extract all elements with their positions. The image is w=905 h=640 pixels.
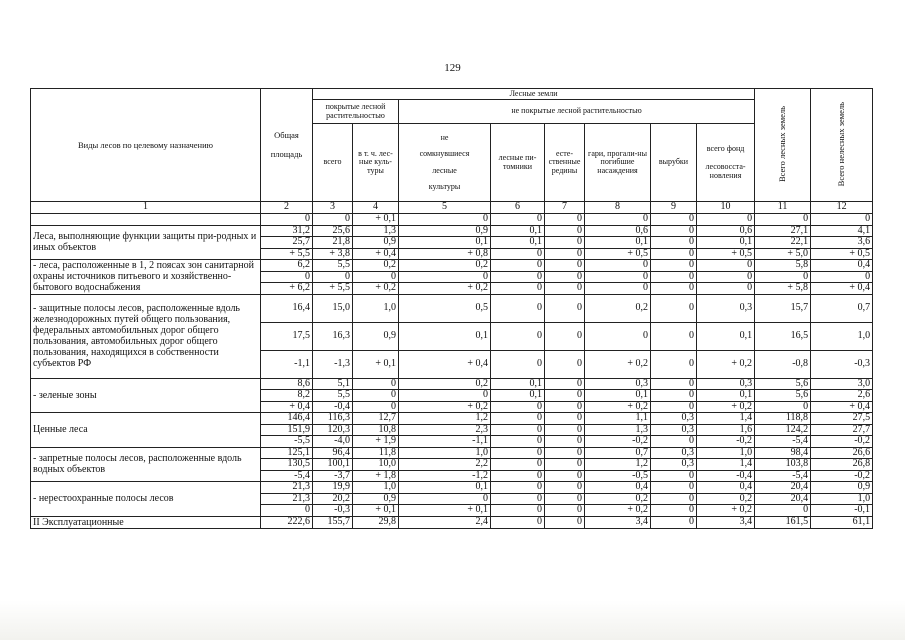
cell-value: 0 [491,248,545,260]
cell-value: 0 [697,283,755,295]
cell-value: 0 [545,294,585,322]
cell-value: 0 [545,401,585,413]
cell-value: 20,4 [755,493,811,505]
cell-value: 0 [755,401,811,413]
cell-value: + 5,5 [313,283,353,295]
cell-value: 15,7 [755,294,811,322]
cell-value: -0,2 [585,436,651,448]
cell-value: -0,3 [313,505,353,517]
cell-value: 0,6 [585,225,651,237]
cell-value: 0,2 [399,260,491,272]
row-label: - леса, расположенные в 1, 2 поясах зон санитарной охраны источников питьевого и хозяйственно-бытового водоснабжения [31,260,261,295]
row-label: - защитные полосы лесов, расположенные вдоль железнодорожных путей общего пользования, федеральных автомобильных дорог общего пользования, автомобильных дорог общего пользования, находящихся в собственности субъектов РФ [31,294,261,378]
row-label: Леса, выполняющие функции защиты при-родных и иных объектов [31,225,261,260]
cell-value: 0 [697,271,755,283]
header-reforest: всего фонд лесовосста-новления [697,124,755,202]
cell-value: 0 [651,237,697,249]
cell-value: 0,1 [491,390,545,402]
cell-value: 10,8 [353,424,399,436]
cell-value: 0 [353,271,399,283]
cell-value: 1,4 [697,459,755,471]
cell-value: 0 [491,283,545,295]
cell-value: 0 [651,350,697,378]
cell-value: 25,6 [313,225,353,237]
cell-value: 0 [491,294,545,322]
cell-value: 0 [545,436,585,448]
cell-value: 0 [545,505,585,517]
cell-value: 17,5 [261,322,313,350]
cell-value: 124,2 [755,424,811,436]
cell-value: 0,9 [399,225,491,237]
cell-value: 26,8 [811,459,873,471]
cell-value: 0 [545,350,585,378]
cell-value: 0,2 [399,378,491,390]
cell-value: + 0,5 [697,248,755,260]
cell-value: 3,6 [811,237,873,249]
cell-value: 1,2 [399,413,491,425]
table-row [31,482,873,494]
cell-value: 15,0 [313,294,353,322]
cell-value: 27,1 [755,225,811,237]
cell-value: 0,1 [697,237,755,249]
cell-value: 0 [491,260,545,272]
cell-value: -1,2 [399,470,491,482]
header-covered: покрытые лесной растительностью [313,100,399,124]
cell-value: 0,3 [651,459,697,471]
header-total-forest: Всего лесных земель [755,89,811,202]
cell-value: + 0,2 [697,505,755,517]
cell-value: 0 [491,322,545,350]
header-plantations: в т. ч. лес-ные куль-туры [353,124,399,202]
header-cuttings: вырубки [651,124,697,202]
cell-value: 1,0 [353,294,399,322]
cell-value: -1,1 [399,436,491,448]
cell-value: 0,1 [399,237,491,249]
cell-value: -1,3 [313,350,353,378]
cell-value: 146,4 [261,413,313,425]
cell-value: + 1,9 [353,436,399,448]
cell-value: 0,3 [651,413,697,425]
cell-value: 0 [545,447,585,459]
cell-value: -5,4 [755,470,811,482]
cell-value: 0 [585,271,651,283]
cell-value: 0,2 [353,260,399,272]
cell-value: 0 [261,271,313,283]
cell-value: 0 [651,493,697,505]
cell-value: + 0,4 [399,350,491,378]
cell-value: 125,1 [261,447,313,459]
cell-value: 0 [651,470,697,482]
table-row [31,413,873,425]
cell-value: 20,4 [755,482,811,494]
cell-value: 0 [545,459,585,471]
cell-value: -5,5 [261,436,313,448]
cell-value: 2,3 [399,424,491,436]
cell-value: 0 [399,390,491,402]
cell-value: 0,1 [491,378,545,390]
cell-value: 16,3 [313,322,353,350]
header-burnt: гари, прогали-ны погибшие насаждения [585,124,651,202]
cell-value: + 0,5 [585,248,651,260]
cell-value: 0 [651,294,697,322]
cell-value: 151,9 [261,424,313,436]
cell-value: 0,7 [585,447,651,459]
cell-value: 100,1 [313,459,353,471]
cell-value: 0 [651,248,697,260]
cell-value: 2,6 [811,390,873,402]
cell-value: 0 [585,322,651,350]
cell-value: + 5,5 [261,248,313,260]
cell-value: 1,0 [399,447,491,459]
cell-value: -1,1 [261,350,313,378]
cell-value: 0,4 [585,482,651,494]
cell-value: 0,9 [353,322,399,350]
cell-value: 6,2 [261,260,313,272]
cell-value: 0,6 [697,225,755,237]
cell-value: -0,4 [313,401,353,413]
cell-value: 1,6 [697,424,755,436]
cell-value: 0 [491,271,545,283]
cell-value: -5,4 [261,470,313,482]
cell-value: 96,4 [313,447,353,459]
cell-value: 1,3 [585,424,651,436]
cell-value: 0 [585,283,651,295]
cell-value: 0,1 [399,322,491,350]
cell-value: 0 [545,225,585,237]
cell-value: 1,0 [811,493,873,505]
cell-value: + 0,4 [261,401,313,413]
cell-value: + 0,8 [399,248,491,260]
cell-value: 1,1 [585,413,651,425]
cell-value: 21,3 [261,482,313,494]
cell-value: 0 [545,493,585,505]
cell-value: 0,2 [697,493,755,505]
cell-value: 1,0 [353,482,399,494]
cell-value: 0 [491,482,545,494]
cell-value: 0 [755,271,811,283]
cell-value: -0,3 [811,350,873,378]
cell-value: 0 [651,390,697,402]
cell-value: 0,2 [585,493,651,505]
cell-value: 0,3 [697,378,755,390]
cell-value: 0,1 [491,237,545,249]
cell-value: 21,8 [313,237,353,249]
cell-value: 0 [755,505,811,517]
cell-value: + 0,4 [811,283,873,295]
cell-value: + 0,2 [585,505,651,517]
cell-value: -4,0 [313,436,353,448]
cell-value: 19,9 [313,482,353,494]
header-not-covered: не покрытые лесной растительностью [399,100,755,124]
row-label: - нерестоохранные полосы лесов [31,482,261,517]
cell-value: -0,2 [811,436,873,448]
cell-value: 5,6 [755,390,811,402]
row-label: - зеленые зоны [31,378,261,413]
cell-value: 0,1 [491,225,545,237]
cell-value: 0 [545,260,585,272]
header-unclosed: не сомкнувшиеся лесные культуры [399,124,491,202]
cell-value: -3,7 [313,470,353,482]
groups-body [31,225,873,516]
cell-value: -0,2 [697,436,755,448]
header-forest-lands: Лесные земли [313,89,755,100]
cell-value: 0 [261,505,313,517]
cell-value: 118,8 [755,413,811,425]
cell-value: 0 [353,390,399,402]
table-row [31,260,873,272]
page-number: 129 [444,62,461,74]
cell-value: 12,7 [353,413,399,425]
cell-value: 0 [651,378,697,390]
cell-value: + 0,2 [399,283,491,295]
cell-value: + 3,8 [313,248,353,260]
cell-value: + 0,2 [399,401,491,413]
table-row [31,378,873,390]
cell-value: 10,0 [353,459,399,471]
cell-value: 25,7 [261,237,313,249]
cell-value: 0 [545,237,585,249]
cell-value: 0,9 [353,493,399,505]
cell-value: 1,3 [353,225,399,237]
table-row: 0 0 + 0,1 0 0 0 0 0 0 0 0 [31,214,873,226]
cell-value: 0 [651,283,697,295]
cell-value: 0,7 [811,294,873,322]
cell-value: 0 [545,413,585,425]
cell-value: 0,9 [353,237,399,249]
header-covered-total: всего [313,124,353,202]
cell-value: -0,5 [585,470,651,482]
cell-value: 0 [545,390,585,402]
header-natural-gaps: есте-ственные редины [545,124,585,202]
cell-value: 0 [651,271,697,283]
cell-value: 0 [491,505,545,517]
header-species: Виды лесов по целевому назначению [31,89,261,202]
header-total-area: Общая площадь [261,89,313,202]
cell-value: 0 [651,225,697,237]
cell-value: 0 [491,493,545,505]
cell-value: 0 [811,271,873,283]
cell-value: 1,0 [811,322,873,350]
cell-value: 98,4 [755,447,811,459]
page-edge [0,600,905,640]
cell-value: 0 [491,424,545,436]
cell-value: + 0,1 [353,505,399,517]
cell-value: 103,8 [755,459,811,471]
header-nurseries: лесные пи-томники [491,124,545,202]
cell-value: 27,5 [811,413,873,425]
cell-value: 0,3 [697,294,755,322]
table-row [31,225,873,237]
table-row [31,447,873,459]
cell-value: + 0,1 [353,350,399,378]
column-numbers-row: 1 2 3 4 5 6 7 8 9 10 11 12 [31,202,873,214]
cell-value: -0,4 [697,470,755,482]
row-label: Ценные леса [31,413,261,448]
cell-value: 8,2 [261,390,313,402]
cell-value: 0 [545,470,585,482]
cell-value: 11,8 [353,447,399,459]
cell-value: 21,3 [261,493,313,505]
cell-value: 0,9 [811,482,873,494]
cell-value: 0,3 [651,424,697,436]
cell-value: 0 [585,260,651,272]
cell-value: 5,1 [313,378,353,390]
cell-value: 0 [491,413,545,425]
cell-value: 4,1 [811,225,873,237]
cell-value: 0 [651,436,697,448]
cell-value: 0 [399,493,491,505]
cell-value: + 0,1 [399,505,491,517]
cell-value: + 0,2 [585,350,651,378]
cell-value: + 0,4 [811,401,873,413]
cell-value: 1,4 [697,413,755,425]
cell-value: + 5,8 [755,283,811,295]
cell-value: 0,1 [585,237,651,249]
cell-value: 0 [545,424,585,436]
cell-value: + 5,0 [755,248,811,260]
cell-value: -0,8 [755,350,811,378]
cell-value: 16,5 [755,322,811,350]
cell-value: 0,3 [585,378,651,390]
cell-value: 0 [399,271,491,283]
cell-value: 0,1 [585,390,651,402]
cell-value: 3,0 [811,378,873,390]
cell-value: 120,3 [313,424,353,436]
cell-value: 0,1 [399,482,491,494]
cell-value: -5,4 [755,436,811,448]
cell-value: 2,2 [399,459,491,471]
cell-value: + 1,8 [353,470,399,482]
cell-value: + 0,2 [697,350,755,378]
cell-value: + 0,5 [811,248,873,260]
row-label: - запретные полосы лесов, расположенные вдоль водных объектов [31,447,261,482]
cell-value: 0 [491,401,545,413]
cell-value: 0 [545,248,585,260]
cell-value: 0 [545,283,585,295]
cell-value: 27,7 [811,424,873,436]
cell-value: 0,1 [697,322,755,350]
cell-value: 31,2 [261,225,313,237]
cell-value: 0,3 [651,447,697,459]
cell-value: 0 [651,401,697,413]
cell-value: 0 [313,271,353,283]
cell-value: 0,4 [697,482,755,494]
table-row [31,294,873,322]
cell-value: 0 [545,271,585,283]
cell-value: 8,6 [261,378,313,390]
cell-value: 5,8 [755,260,811,272]
cell-value: + 0,2 [353,283,399,295]
header-total-nonforest: Всего нелесных земель [811,89,873,202]
cell-value: 22,1 [755,237,811,249]
table-row-exploitation: II Эксплуатационные 222,6 155,7 29,8 2,4 0 0 3,4 0 3,4 161,5 61,1 [31,516,873,528]
cell-value: 0 [491,470,545,482]
cell-value: 0 [651,505,697,517]
cell-value: 0 [697,260,755,272]
cell-value: 0 [353,401,399,413]
cell-value: 0 [491,436,545,448]
cell-value: 0,4 [811,260,873,272]
cell-value: 26,6 [811,447,873,459]
cell-value: 0,1 [697,390,755,402]
cell-value: 1,0 [697,447,755,459]
cell-value: 0,5 [399,294,491,322]
forest-table [30,88,873,529]
cell-value: 5,6 [755,378,811,390]
cell-value: 16,4 [261,294,313,322]
cell-value: 0 [651,322,697,350]
cell-value: 130,5 [261,459,313,471]
cell-value: 0 [545,482,585,494]
cell-value: 0 [353,378,399,390]
cell-value: 0 [545,322,585,350]
cell-value: -0,2 [811,470,873,482]
cell-value: + 0,2 [697,401,755,413]
cell-value: + 0,2 [585,401,651,413]
cell-value: 0 [651,482,697,494]
cell-value: + 0,4 [353,248,399,260]
cell-value: 0 [491,447,545,459]
cell-value: + 6,2 [261,283,313,295]
cell-value: 0 [545,378,585,390]
cell-value: 116,3 [313,413,353,425]
cell-value: 0,2 [585,294,651,322]
cell-value: 0 [651,260,697,272]
cell-value: 5,5 [313,260,353,272]
cell-value: 0 [491,459,545,471]
cell-value: 1,2 [585,459,651,471]
cell-value: 0 [491,350,545,378]
cell-value: -0,1 [811,505,873,517]
cell-value: 20,2 [313,493,353,505]
cell-value: 5,5 [313,390,353,402]
